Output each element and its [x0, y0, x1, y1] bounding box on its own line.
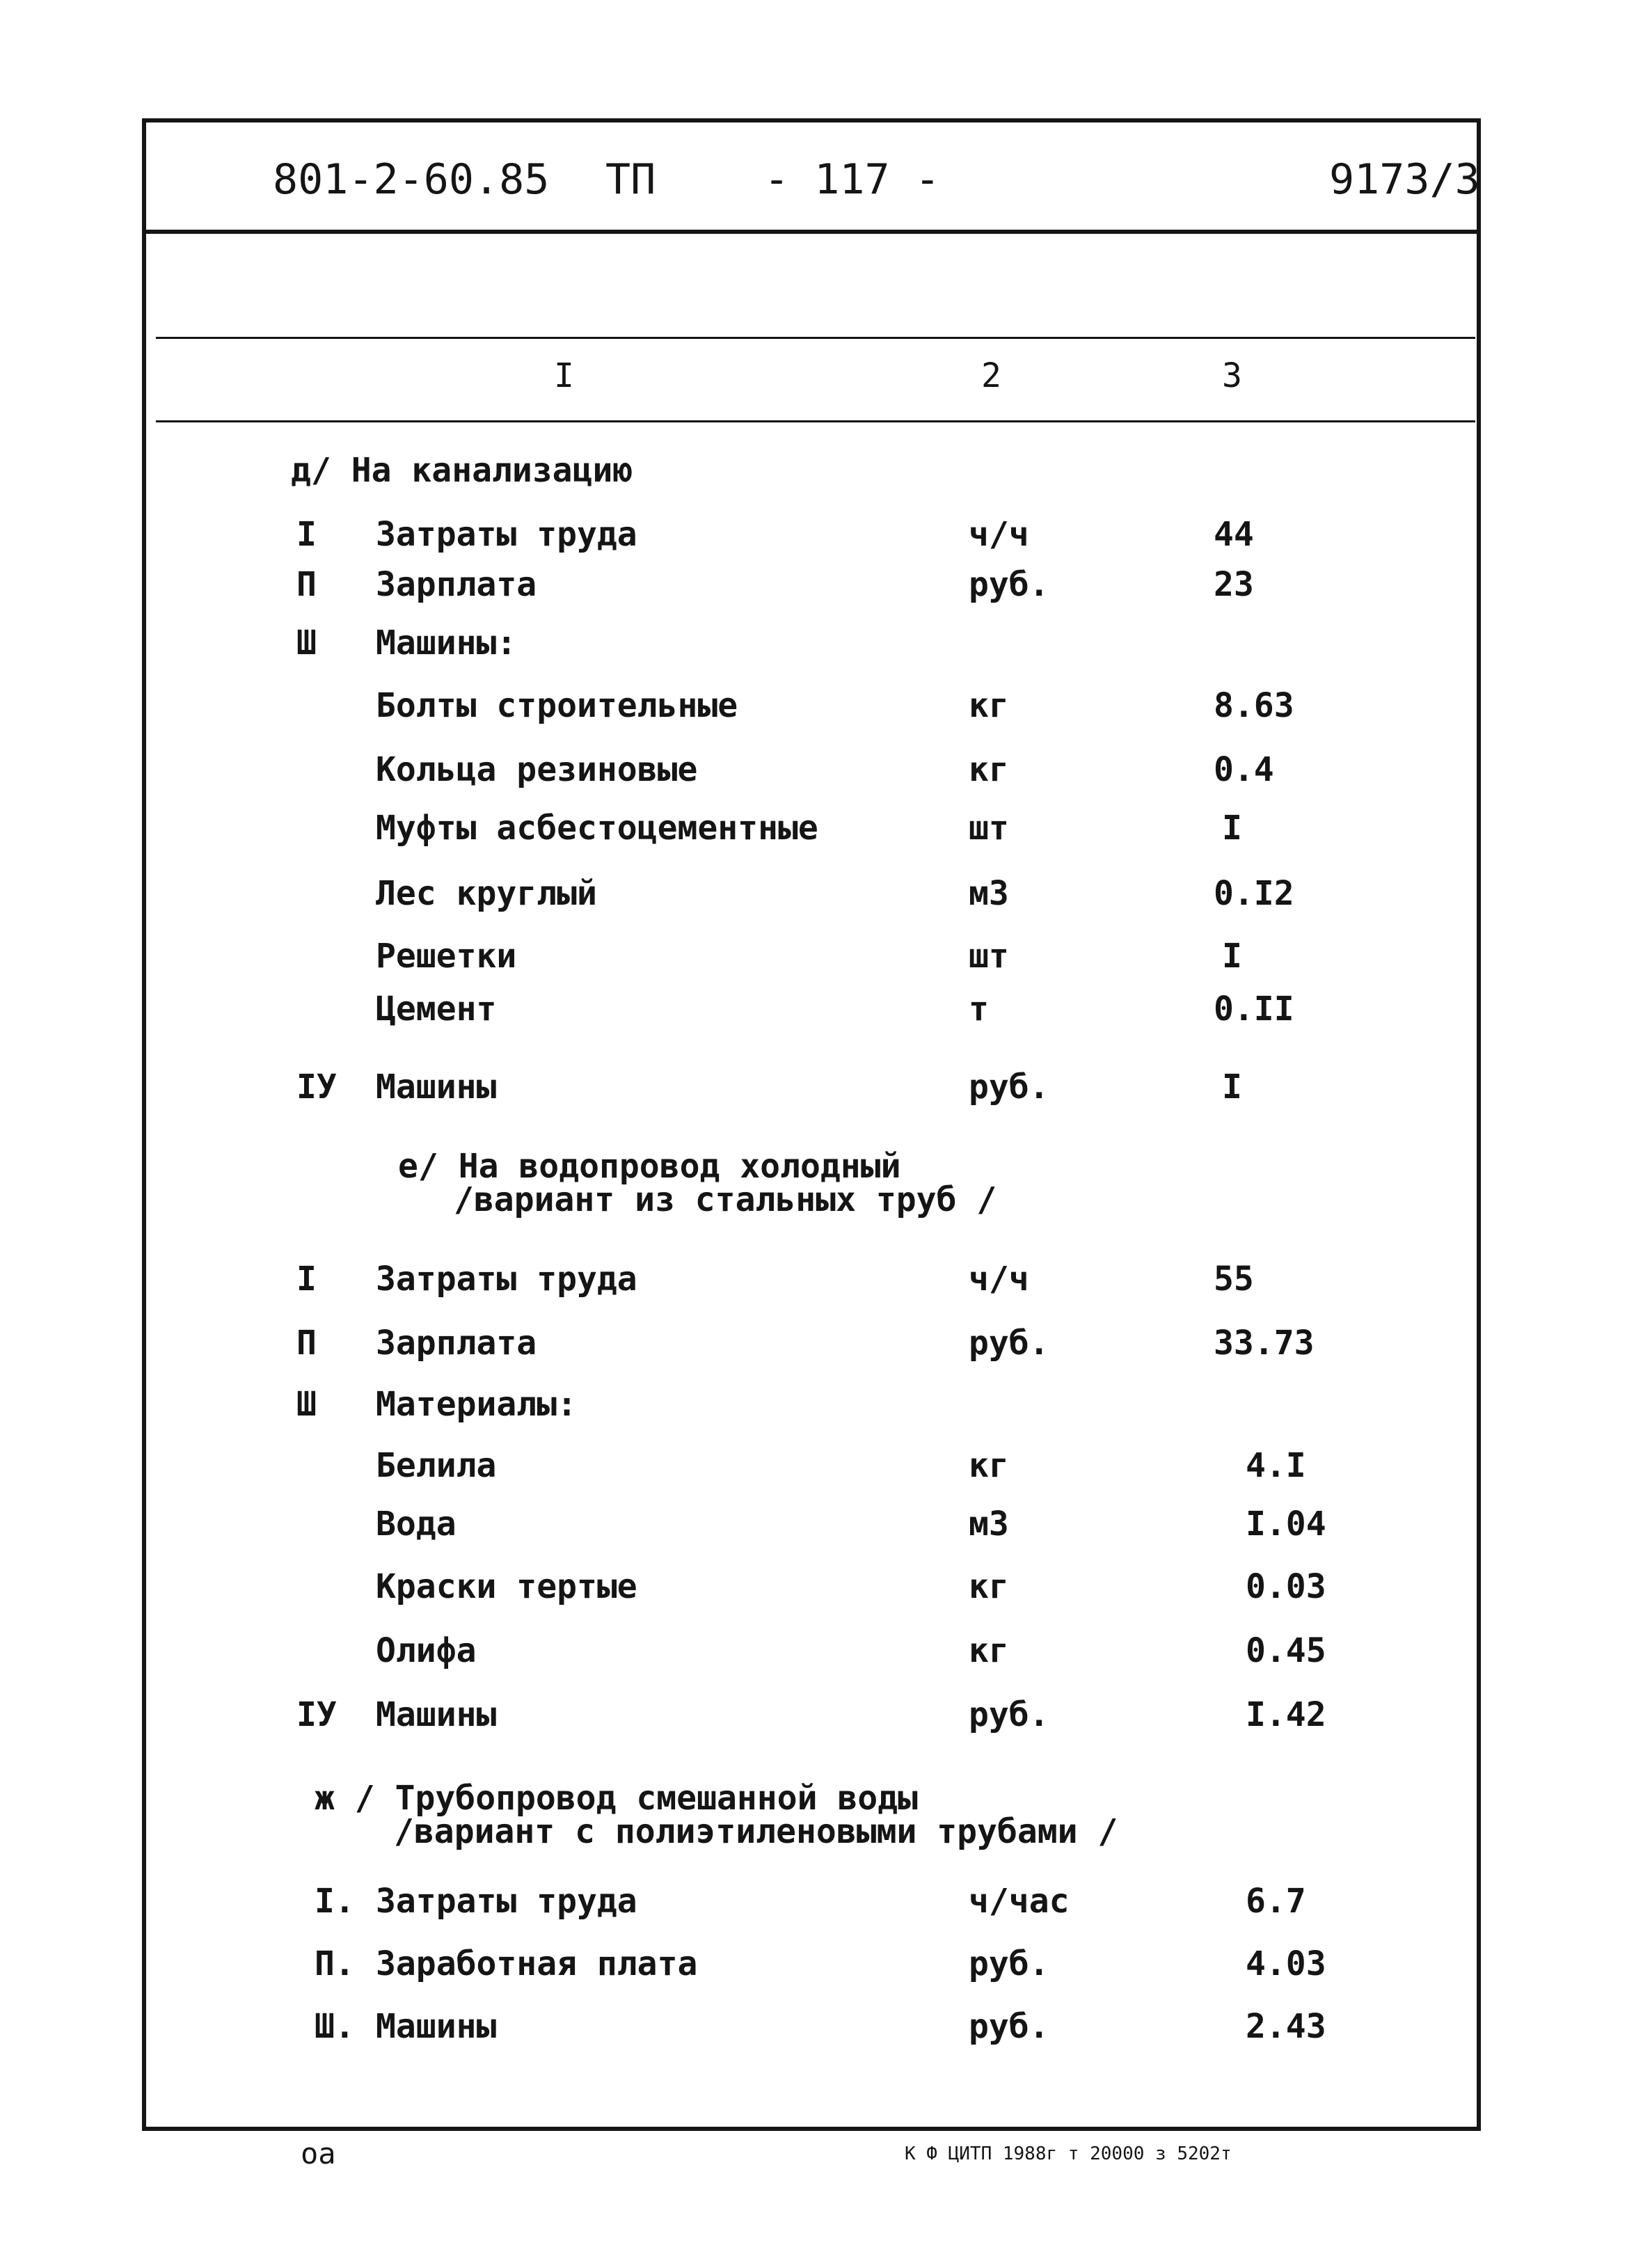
row-value: I: [1222, 809, 1242, 848]
row-unit: м3: [969, 1505, 1009, 1544]
row-num: I: [296, 1260, 317, 1299]
row-name: Машины: [376, 1068, 497, 1107]
row-name: Зарплата: [376, 565, 537, 604]
column-header-2: 2: [981, 356, 1001, 395]
document-series: ТП: [605, 155, 656, 204]
row-name: Краски тертые: [376, 1567, 637, 1606]
row-unit: ч/ч: [969, 515, 1029, 554]
row-unit: руб.: [969, 1944, 1049, 1983]
row-name: Вода: [376, 1505, 457, 1544]
row-value: 44: [1214, 515, 1254, 554]
row-value: 8.63: [1214, 686, 1294, 725]
row-name: Решетки: [376, 937, 517, 976]
row-unit: шт: [969, 937, 1009, 976]
row-name: Кольца резиновые: [376, 750, 698, 789]
row-num: П: [296, 1324, 317, 1363]
row-value: 0.45: [1246, 1631, 1326, 1670]
table-rule-bottom: [156, 420, 1475, 422]
row-name: Зарплата: [376, 1324, 537, 1363]
row-value: 4.I: [1246, 1446, 1306, 1485]
row-name: Болты строительные: [376, 686, 738, 725]
row-name: Заработная плата: [376, 1944, 698, 1983]
row-unit: м3: [969, 874, 1009, 913]
section-subtitle-mixed-water: /вариант с полиэтиленовыми трубами /: [394, 1812, 1118, 1851]
row-num: Ш.: [315, 2007, 355, 2046]
row-name: Затраты труда: [376, 1260, 637, 1299]
row-value: 33.73: [1214, 1324, 1315, 1363]
row-name: Затраты труда: [376, 1882, 637, 1921]
column-header-1: I: [554, 356, 574, 395]
row-value: 0.4: [1214, 750, 1274, 789]
row-name: Муфты асбестоцементные: [376, 809, 818, 848]
row-unit: руб.: [969, 565, 1049, 604]
row-value: 55: [1214, 1260, 1254, 1299]
row-value: 23: [1214, 565, 1254, 604]
table-rule-top: [156, 337, 1475, 339]
section-subtitle-cold-water: /вариант из стальных труб /: [454, 1180, 997, 1219]
sheet-number: 9173/3: [1329, 155, 1480, 204]
row-unit: ч/час: [969, 1882, 1070, 1921]
section-title-sewerage: д/ На канализацию: [291, 451, 633, 490]
row-unit: кг: [969, 1567, 1009, 1606]
column-header-3: 3: [1222, 356, 1242, 395]
row-name: Белила: [376, 1446, 497, 1485]
section-title-mixed-water: ж / Трубопровод смешанной воды: [315, 1779, 918, 1818]
row-value: 6.7: [1246, 1882, 1306, 1921]
row-value: I: [1222, 1068, 1242, 1107]
row-value: I.04: [1246, 1505, 1326, 1544]
row-num: I.: [315, 1882, 355, 1921]
row-name: Машины:: [376, 624, 517, 663]
row-unit: кг: [969, 686, 1009, 725]
row-unit: руб.: [969, 1695, 1049, 1734]
header-divider: [142, 230, 1481, 234]
row-num: П: [296, 565, 317, 604]
row-name: Олифа: [376, 1631, 477, 1670]
row-num: Ш: [296, 624, 317, 663]
footer-printer-info: К Ф ЦИТП 1988г т 20000 з 5202т: [905, 2143, 1232, 2164]
row-num: IУ: [296, 1068, 337, 1107]
row-name: Лес круглый: [376, 874, 597, 913]
row-num: Ш: [296, 1385, 317, 1424]
row-value: 4.03: [1246, 1944, 1326, 1983]
row-name: Затраты труда: [376, 515, 637, 554]
row-unit: кг: [969, 1446, 1009, 1485]
row-value: 0.I2: [1214, 874, 1294, 913]
row-unit: ч/ч: [969, 1260, 1029, 1299]
row-unit: кг: [969, 1631, 1009, 1670]
row-value: 2.43: [1246, 2007, 1326, 2046]
row-name: Цемент: [376, 990, 497, 1029]
page-number: - 117 -: [764, 155, 940, 204]
row-name: Материалы:: [376, 1385, 577, 1424]
row-value: 0.03: [1246, 1567, 1326, 1606]
row-name: Машины: [376, 2007, 497, 2046]
row-unit: т: [969, 990, 989, 1029]
section-title-cold-water: е/ На водопровод холодный: [398, 1147, 901, 1186]
row-name: Машины: [376, 1695, 497, 1734]
row-value: 0.II: [1214, 990, 1294, 1029]
row-num: П.: [315, 1944, 355, 1983]
row-unit: руб.: [969, 2007, 1049, 2046]
document-code: 801-2-60.85: [273, 155, 550, 204]
row-unit: шт: [969, 809, 1009, 848]
row-unit: кг: [969, 750, 1009, 789]
row-num: IУ: [296, 1695, 337, 1734]
row-unit: руб.: [969, 1324, 1049, 1363]
row-value: I: [1222, 937, 1242, 976]
row-value: I.42: [1246, 1695, 1326, 1734]
row-unit: руб.: [969, 1068, 1049, 1107]
row-num: I: [296, 515, 317, 554]
footer-mark: oa: [301, 2136, 336, 2171]
